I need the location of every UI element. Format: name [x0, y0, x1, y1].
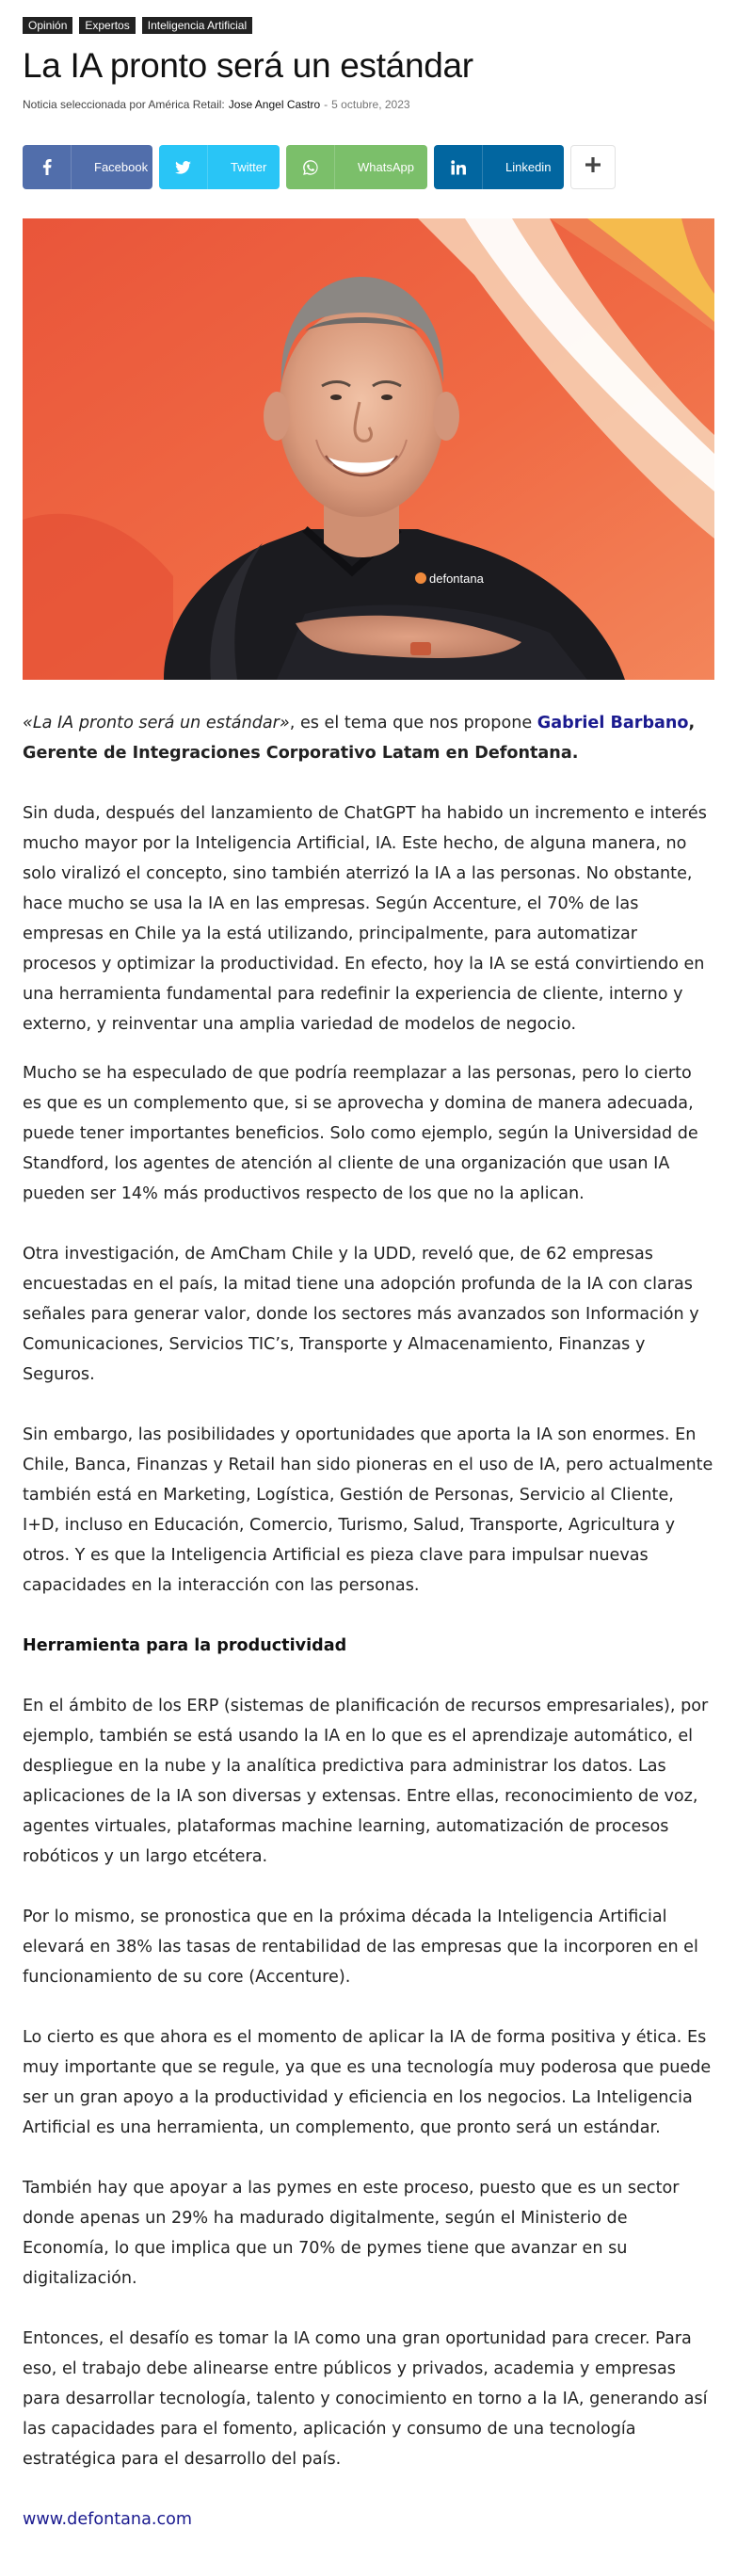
category-tags	[23, 17, 252, 34]
source-link[interactable]: www.defontana.com	[23, 2510, 193, 2529]
portrait-photo	[23, 218, 714, 680]
paragraph-2: Mucho se ha especulado de que podría reemplazar a las personas, pero lo cierto es que es un complemento que, si se aprovecha y domina de manera adecuada, puede tener importantes beneficios. Solo como ejemplo, según la Universidad de Standford, los agentes de atención al cliente de una organización que usan IA pueden ser 14% más productivos respecto de los que no la aplican.	[23, 1064, 698, 1203]
category-tag-ia[interactable]: Inteligencia Artificial	[142, 17, 252, 34]
intro-quote: «La IA pronto será un estándar»	[23, 714, 290, 733]
plus-icon	[585, 156, 601, 178]
page-title: La IA pronto será un estándar	[23, 46, 473, 85]
paragraph-3: Otra investigación, de AmCham Chile y la UDD, reveló que, de 62 empresas encuestadas en el país, la mitad tiene una adopción profunda de la IA con claras señales para generar valor, donde los sectores más avanzados son Información y Comunicaciones, Servicios TIC’s, Transporte y Almacenamiento, Finanzas y Seguros.	[23, 1245, 699, 1384]
share-bar	[23, 145, 616, 189]
svg-text:defontana: defontana	[429, 572, 484, 586]
share-twitter-button[interactable]	[159, 145, 280, 189]
post-meta	[23, 98, 410, 111]
author-role: , Gerente de Integraciones Corporativo Latam en Defontana.	[23, 714, 696, 763]
share-linkedin-label: Linkedin	[505, 160, 552, 174]
share-whatsapp-button[interactable]	[286, 145, 427, 189]
meta-separator: -	[324, 98, 328, 111]
whatsapp-icon	[286, 145, 335, 189]
paragraph-6: Por lo mismo, se pronostica que en la próxima década la Inteligencia Artificial elevará en 38% las tasas de rentabilidad de las empresas que la incorporen en el funcionamiento de su core (Accenture).	[23, 1908, 698, 1987]
paragraph-8: También hay que apoyar a las pymes en este proceso, puesto que es un sector donde apenas un 29% ha madurado digitalmente, según el Ministerio de Economía, lo que implica que un 70% de pymes tiene que avanzar en su digitalización.	[23, 2179, 680, 2288]
share-whatsapp-label: WhatsApp	[358, 160, 414, 174]
share-facebook-label: Facebook	[94, 160, 149, 174]
paragraph-1: Sin duda, después del lanzamiento de ChatGPT ha habido un incremento e interés mucho mayor por la Inteligencia Artificial, IA. Este hecho, de alguna manera, no solo viralizó el concepto, sino también aterrizó la IA a las personas. No obstante, hace mucho se usa la IA en las empresas. Según Accenture, el 70% de las empresas en Chile ya la está utilizando, principalmente, para automatizar procesos y optimizar la productividad. En efecto, hoy la IA se está convirtiendo en una herramienta fundamental para redefinir la experiencia de cliente, interno y externo, y reinventar una amplia variedad de modelos de negocio.	[23, 804, 707, 1034]
share-twitter-label: Twitter	[231, 160, 267, 174]
hero-image	[23, 218, 714, 680]
intro-text: , es el tema que nos propone	[289, 714, 537, 733]
share-more-button[interactable]	[570, 145, 616, 189]
twitter-icon	[159, 145, 208, 189]
category-tag-expertos[interactable]: Expertos	[79, 17, 135, 34]
paragraph-4: Sin embargo, las posibilidades y oportunidades que aporta la IA son enormes. En Chile, Banca, Finanzas y Retail han sido pioneras en el uso de IA, pero actualmente también está en Marketing, Logística, Gestión de Personas, Servicio al Cliente, I+D, incluso en Educación, Comercio, Turismo, Salud, Transporte, Agricultura y otros. Y es que la Inteligencia Artificial es pieza clave para impulsar nuevas capacidades en la interacción con las personas.	[23, 1425, 713, 1595]
paragraph-7: Lo cierto es que ahora es el momento de aplicar la IA de forma positiva y ética. Es muy importante que se regule, ya que es una tecnología muy poderosa que puede ser un gran apoyo a la productividad y eficiencia en los negocios. La Inteligencia Artificial es una herramienta, un complemento, que pronto será un estándar.	[23, 2028, 712, 2137]
author-name-link[interactable]: Gabriel Barbano	[537, 714, 689, 733]
intro-paragraph	[23, 708, 714, 768]
share-facebook-button[interactable]	[23, 145, 152, 189]
meta-prefix: Noticia seleccionada por América Retail:	[23, 98, 225, 111]
author-link[interactable]: Jose Angel Castro	[228, 98, 321, 111]
section-heading: Herramienta para la productividad	[23, 1636, 347, 1655]
category-tag-opinion[interactable]: Opinión	[23, 17, 72, 34]
paragraph-5: En el ámbito de los ERP (sistemas de planificación de recursos empresariales), por ejemplo, también se está usando la IA en lo que es el aprendizaje automático, el despliegue en la nube y la analítica predictiva para administrar los datos. Las aplicaciones de la IA son diversas y extensas. Entre ellas, reconocimiento de voz, agentes virtuales, plataformas machine learning, automatización de procesos robóticos y un largo etcétera.	[23, 1697, 709, 1866]
paragraph-9: Entonces, el desafío es tomar la IA como una gran oportunidad para crecer. Para eso, el trabajo debe alinearse entre públicos y privados, academia y empresas para desarrollar tecnología, talento y conocimiento en torno a la IA, generando así las capacidades para el fomento, aplicación y consumo de una tecnología estratégica para el desarrollo del país.	[23, 2329, 708, 2469]
source-paragraph	[23, 2504, 714, 2535]
post-date: 5 octubre, 2023	[331, 98, 410, 111]
facebook-icon	[23, 145, 72, 189]
linkedin-icon	[434, 145, 483, 189]
share-linkedin-button[interactable]	[434, 145, 564, 189]
article-body	[23, 708, 714, 2535]
